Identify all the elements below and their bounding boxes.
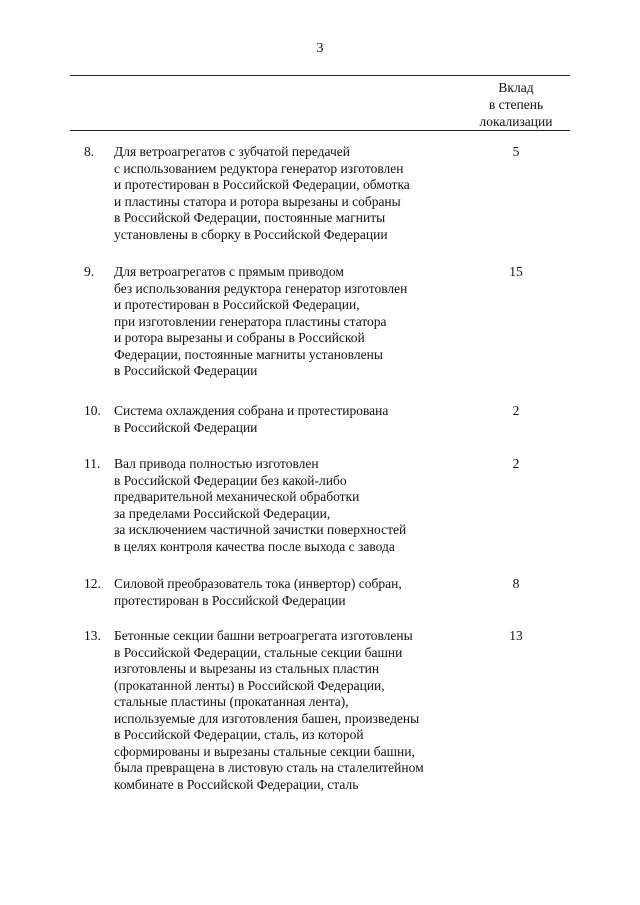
row-description bbox=[114, 628, 464, 793]
table-top-rule bbox=[70, 75, 570, 76]
row-number: 9. bbox=[84, 264, 95, 279]
text-line: (прокатанной ленты) в Российской Федерации, bbox=[114, 677, 385, 693]
text-line: в Российской Федерации, стальные секции башни bbox=[114, 644, 403, 660]
text-line: комбинате в Российской Федерации, сталь bbox=[114, 776, 359, 792]
row-number: 11. bbox=[84, 456, 101, 471]
header-line: в степень bbox=[488, 97, 544, 112]
text-line: Вал привода полностью изготовлен bbox=[114, 456, 319, 471]
row-value: 8 bbox=[512, 576, 520, 591]
text-line: за пределами Российской Федерации, bbox=[114, 505, 331, 521]
row-description bbox=[114, 403, 464, 436]
text-line: протестирован в Российской Федерации bbox=[114, 592, 346, 608]
row-number: 10. bbox=[84, 403, 101, 418]
row-number: 12. bbox=[84, 576, 101, 591]
text-line: изготовлены и вырезаны из стальных пластин bbox=[114, 661, 380, 676]
text-line: предварительной механической обработки bbox=[114, 489, 360, 504]
row-value: 2 bbox=[512, 403, 520, 418]
row-number: 13. bbox=[84, 628, 101, 643]
text-line: в Российской Федерации bbox=[114, 363, 258, 378]
header-line: локализации bbox=[479, 114, 553, 129]
text-line: без использования редуктора генератор изготовлен bbox=[114, 280, 408, 296]
text-line: в целях контроля качества после выхода с завода bbox=[114, 538, 395, 554]
text-line: сформированы и вырезаны стальные секции башни, bbox=[114, 743, 415, 759]
contribution-column-header bbox=[462, 79, 570, 130]
row-description bbox=[114, 576, 464, 609]
text-line: и протестирован в Российской Федерации, обмотка bbox=[114, 177, 410, 192]
text-line: используемые для изготовления башен, произведены bbox=[114, 710, 420, 726]
text-line: установлены в сборку в Российской Федерации bbox=[114, 226, 388, 242]
text-line: и ротора вырезаны и собраны в Российской bbox=[114, 330, 365, 345]
text-line: с использованием редуктора генератор изготовлен bbox=[114, 160, 404, 176]
text-line: Для ветроагрегатов с прямым приводом bbox=[114, 264, 344, 279]
row-description bbox=[114, 144, 464, 243]
text-line: за исключением частичной зачистки поверхностей bbox=[114, 522, 407, 537]
text-line: в Российской Федерации, сталь, из которой bbox=[114, 727, 364, 742]
text-line: в Российской Федерации, постоянные магниты bbox=[114, 210, 386, 225]
text-line: Для ветроагрегатов с зубчатой передачей bbox=[114, 144, 351, 159]
row-value: 5 bbox=[512, 144, 520, 159]
text-line: при изготовлении генератора пластины статора bbox=[114, 313, 387, 329]
text-line: Бетонные секции башни ветроагрегата изготовлены bbox=[114, 628, 413, 643]
text-line: и пластины статора и ротора вырезаны и собраны bbox=[114, 193, 401, 209]
row-value: 15 bbox=[509, 264, 523, 279]
text-line: стальные пластины (прокатанная лента), bbox=[114, 694, 349, 709]
text-line: Система охлаждения собрана и протестирована bbox=[114, 403, 389, 418]
text-line: Федерации, постоянные магниты установлены bbox=[114, 346, 383, 362]
text-line: и протестирован в Российской Федерации, bbox=[114, 297, 360, 312]
row-description bbox=[114, 456, 464, 555]
row-description bbox=[114, 264, 464, 380]
header-line: Вклад bbox=[498, 80, 534, 95]
text-line: в Российской Федерации без какой-либо bbox=[114, 472, 347, 488]
row-value: 2 bbox=[512, 456, 520, 471]
text-line: была превращена в листовую сталь на сталелитейном bbox=[114, 760, 424, 775]
text-line: Силовой преобразователь тока (инвертор) собран, bbox=[114, 576, 402, 591]
row-value: 13 bbox=[509, 628, 523, 643]
page-number: 3 bbox=[316, 41, 324, 56]
row-number: 8. bbox=[84, 144, 95, 159]
table-header-rule bbox=[70, 130, 570, 131]
text-line: в Российской Федерации bbox=[114, 419, 258, 435]
